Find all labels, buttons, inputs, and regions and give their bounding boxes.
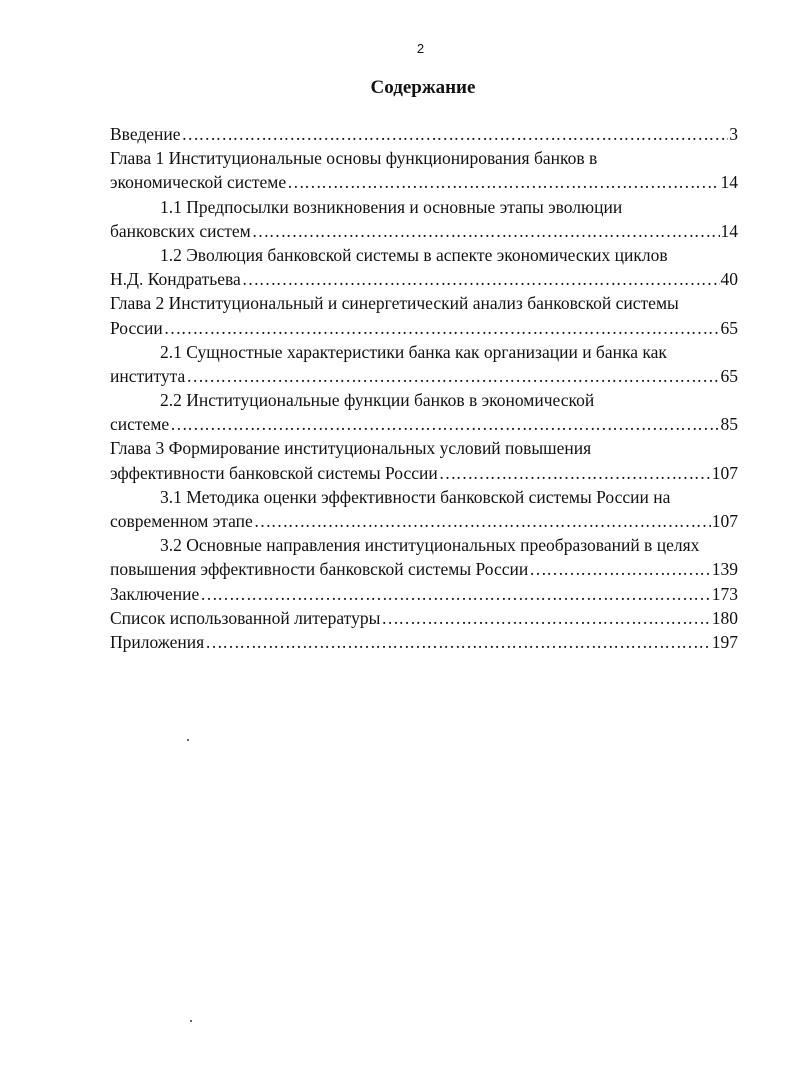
toc-entry-page: 65: [720, 365, 738, 386]
toc-entry-introduction: [110, 122, 738, 146]
toc-entry-section-3-2-cont: [110, 557, 738, 581]
toc-entry-text: Н.Д. Кондратьева: [110, 269, 241, 290]
toc-leader-dots: [164, 316, 720, 340]
toc-entry-text: Заключение: [110, 583, 200, 604]
toc-entry-section-1-2-cont: [110, 267, 738, 291]
page-title: Содержание: [370, 77, 476, 98]
toc-entry-page: 14: [720, 172, 738, 193]
toc-entry-text: 1.2 Эволюция банковской системы в аспекте экономических циклов: [160, 244, 668, 265]
toc-entry-section-2-1: [110, 340, 738, 364]
toc-entry-text: системе: [110, 414, 170, 435]
toc-entry-text: повышения эффективности банковской системы России: [110, 559, 529, 580]
toc-leader-dots: [186, 364, 719, 388]
toc-entry-text: банковских систем: [110, 220, 251, 241]
toc-entry-chapter-2-cont: [110, 316, 738, 340]
toc-leader-dots: [205, 630, 711, 654]
toc-entry-text: современном этапе: [110, 511, 253, 531]
toc-leader-dots: [381, 606, 710, 630]
toc-entry-chapter-2: [110, 291, 738, 315]
toc-entry-page: 107: [711, 511, 738, 531]
scan-speck: [190, 1020, 192, 1022]
toc-leader-dots: [170, 412, 719, 436]
toc-entry-section-1-2: [110, 243, 738, 267]
toc-entry-text: 3.1 Методика оценки эффективности банковской системы России на: [160, 486, 671, 507]
toc-entry-page: 139: [711, 559, 738, 580]
toc-leader-dots: [242, 267, 720, 291]
toc-entry-section-2-1-cont: [110, 364, 738, 388]
toc-leader-dots: [439, 461, 711, 485]
toc-entry-page: 3: [729, 124, 738, 144]
toc-entry-chapter-3: [110, 436, 738, 460]
toc-leader-dots: [200, 582, 711, 606]
toc-entry-section-2-2-cont: [110, 412, 738, 436]
toc-leader-dots: [287, 170, 719, 194]
toc-leader-dots: [182, 122, 729, 146]
toc-leader-dots: [254, 509, 711, 533]
toc-leader-dots: [529, 557, 711, 581]
toc-entry-page: 65: [720, 317, 738, 338]
toc-entry-chapter-3-cont: [110, 461, 738, 485]
toc-entry-text: экономической системе: [110, 172, 287, 193]
toc-entry-text: 2.2 Институциональные функции банков в экономической: [160, 390, 595, 411]
toc-entry-section-1-1: [110, 195, 738, 219]
toc-entry-references: [110, 606, 738, 630]
toc-entry-page: 180: [711, 607, 738, 628]
toc-entry-chapter-1-cont: [110, 170, 738, 194]
toc-entry-text: 1.1 Предпосылки возникновения и основные этапы эволюции: [160, 196, 623, 217]
toc-entry-section-1-1-cont: [110, 219, 738, 243]
toc-entry-page: 173: [711, 583, 738, 604]
toc-entry-page: 197: [711, 631, 738, 652]
toc-entry-page: 40: [720, 269, 738, 290]
toc-entry-page: 107: [711, 462, 738, 483]
toc-entry-section-3-2: [110, 533, 738, 557]
toc-entry-section-3-1-cont: [110, 509, 738, 533]
toc-entry-text: института: [110, 365, 186, 386]
scan-speck: [187, 739, 189, 741]
toc-entry-text: 3.2 Основные направления институциональных преобразований в целях: [160, 535, 700, 556]
toc-entry-conclusion: [110, 582, 738, 606]
toc-entry-chapter-1: [110, 146, 738, 170]
toc-leader-dots: [252, 219, 720, 243]
toc-entry-text: России: [110, 317, 163, 338]
toc-entry-text: эффективности банковской системы России: [110, 462, 438, 483]
toc-entry-text: Приложения: [110, 631, 205, 652]
toc-entry-text: Глава 1 Институциональные основы функционирования банков в: [110, 148, 598, 169]
toc-entry-page: 85: [720, 414, 738, 435]
toc-entry-text: Введение: [110, 124, 181, 144]
toc-entry-text: 2.1 Сущностные характеристики банка как организации и банка как: [160, 341, 667, 362]
toc-entry-page: 14: [720, 220, 738, 241]
toc-entry-section-3-1: [110, 485, 738, 509]
table-of-contents: [110, 122, 738, 654]
toc-entry-appendices: [110, 630, 738, 654]
page-number: 2: [416, 41, 425, 56]
toc-entry-text: Глава 2 Институциональный и синергетический анализ банковской системы: [110, 293, 679, 314]
toc-entry-section-2-2: [110, 388, 738, 412]
toc-entry-text: Список использованной литературы: [110, 607, 381, 628]
toc-entry-text: Глава 3 Формирование институциональных условий повышения: [110, 438, 592, 459]
